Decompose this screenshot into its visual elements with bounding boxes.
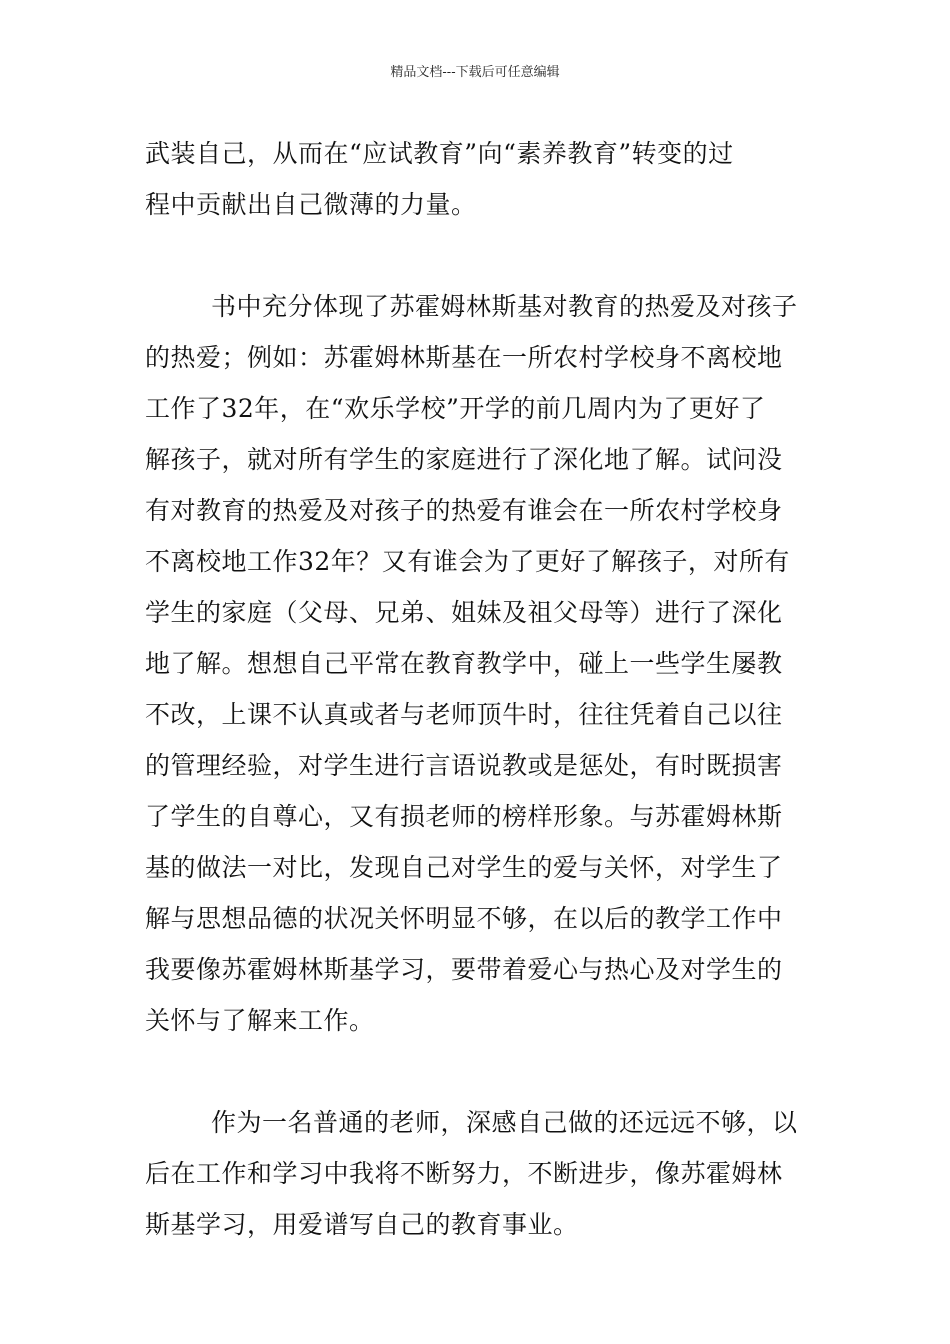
paragraph-line: 学生的家庭（父母、兄弟、姐妹及祖父母等）进行了深化 (145, 598, 783, 627)
paragraph-line: 解与思想品德的状况关怀明显不够，在以后的教学工作中 (145, 904, 783, 933)
paragraph-line: 程中贡献出自己微薄的力量。 (145, 190, 477, 219)
paragraph-line: 有对教育的热爱及对孩子的热爱有谁会在一所农村学校身 (145, 496, 783, 525)
paragraph-line: 了学生的自尊心，又有损老师的榜样形象。与苏霍姆林斯 (145, 802, 783, 831)
paragraph-1 (145, 128, 807, 230)
paragraph-line: 的热爱；例如：苏霍姆林斯基在一所农村学校身不离校地 (145, 343, 783, 372)
document-body (145, 128, 807, 1250)
paragraph-line: 的管理经验，对学生进行言语说教或是惩处，有时既损害 (145, 751, 783, 780)
paragraph-line: 不离校地工作32年？又有谁会为了更好了解孩子，对所有 (145, 547, 790, 576)
paragraph-line: 基的做法一对比，发现自己对学生的爱与关怀，对学生了 (145, 853, 783, 882)
paragraph-line: 后在工作和学习中我将不断努力，不断进步，像苏霍姆林 (145, 1159, 783, 1188)
paragraph-line: 关怀与了解来工作。 (145, 1006, 375, 1035)
paragraph-line: 不改，上课不认真或者与老师顶牛时，往往凭着自己以往 (145, 700, 783, 729)
paragraph-line: 斯基学习，用爱谱写自己的教育事业。 (145, 1210, 579, 1239)
paragraph-spacer (145, 1046, 807, 1097)
paragraph-3 (145, 1097, 807, 1250)
paragraph-line: 工作了32年，在“欢乐学校”开学的前几周内为了更好了 (145, 394, 766, 423)
paragraph-spacer (145, 230, 807, 281)
page-header: 精品文档---下载后可任意编辑 (390, 65, 560, 80)
paragraph-2 (145, 281, 807, 1046)
paragraph-line: 地了解。想想自己平常在教育教学中，碰上一些学生屡教 (145, 649, 783, 678)
paragraph-line: 解孩子，就对所有学生的家庭进行了深化地了解。试问没 (145, 445, 783, 474)
paragraph-line: 作为一名普通的老师，深感自己做的还远远不够，以 (211, 1108, 798, 1137)
paragraph-line: 我要像苏霍姆林斯基学习，要带着爱心与热心及对学生的 (145, 955, 783, 984)
paragraph-line: 武装自己，从而在“应试教育”向“素养教育”转变的过 (145, 139, 734, 168)
paragraph-line: 书中充分体现了苏霍姆林斯基对教育的热爱及对孩子 (211, 292, 798, 321)
